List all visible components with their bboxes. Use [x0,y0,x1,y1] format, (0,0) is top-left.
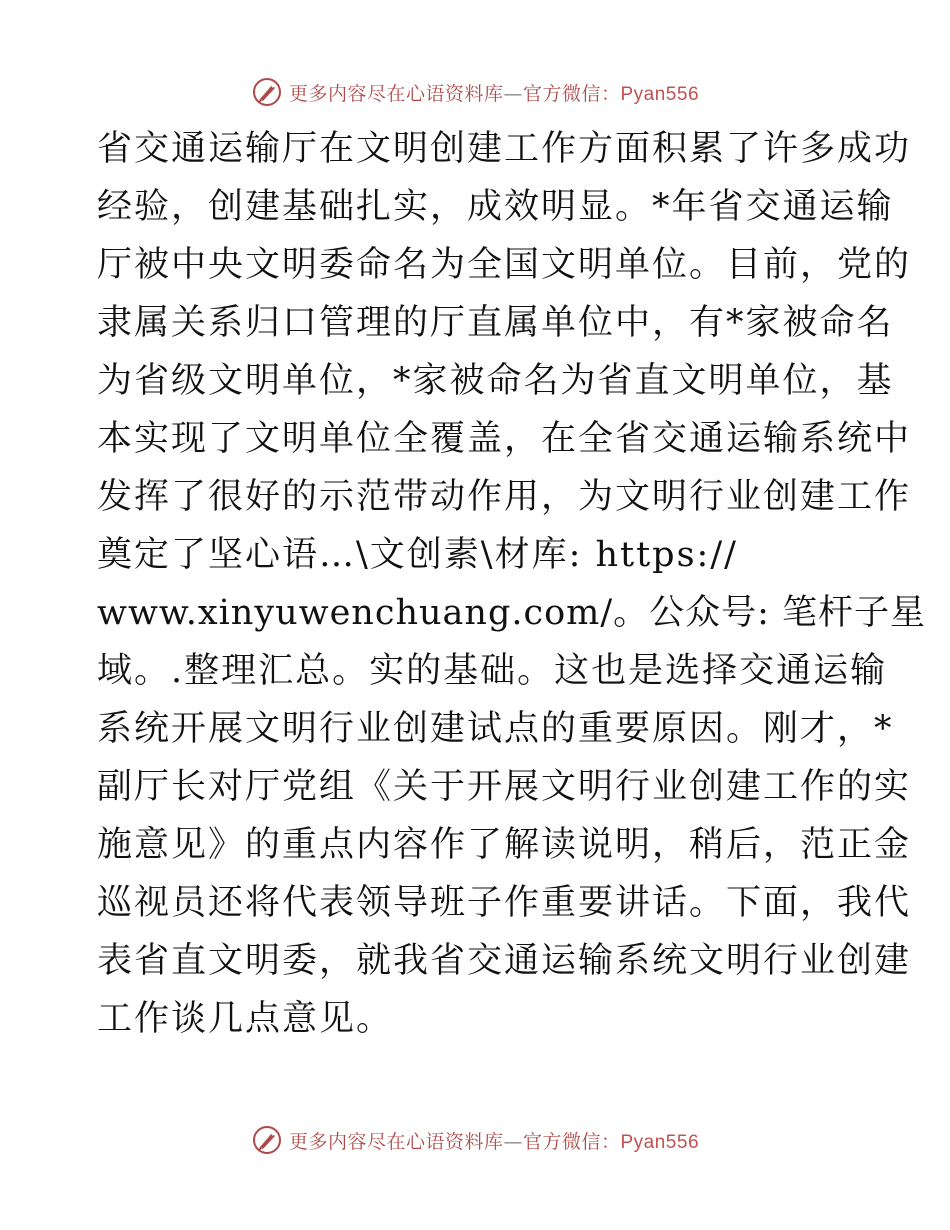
document-body [97,120,927,1048]
body-line-7: 发挥了很好的示范带动作用，为文明行业创建工作 [97,477,912,517]
body-line-1: 省交通运输厅在文明创建工作方面积累了许多成功 [97,129,912,169]
footer-banner-text [289,1127,699,1154]
footer-banner [0,1120,950,1160]
body-line-6: 本实现了文明单位全覆盖，在全省交通运输系统中 [97,419,912,459]
header-banner [0,72,950,112]
body-line-8: 奠定了坚心语…\文创素\材库: https:// [97,535,738,575]
footer-wechat-id: Pyan556 [620,1131,700,1153]
header-banner-main: 更多内容尽在心语资料库 [288,82,504,105]
body-line-16: 工作谈几点意见。 [97,999,394,1039]
header-wechat-label: 官方微信： [522,82,621,105]
body-line-3: 厅被中央文明委命名为全国文明单位。目前，党的 [97,245,912,285]
body-line-11: 系统开展文明行业创建试点的重要原因。刚才，* [97,709,894,749]
pen-logo-icon [251,76,283,108]
footer-wechat-label: 官方微信： [522,1130,621,1153]
body-line-15: 表省直文明委，就我省交通运输系统文明行业创建 [97,941,912,981]
body-line-2: 经验，创建基础扎实，成效明显。*年省交通运输 [97,187,894,227]
body-line-9: www.xinyuwenchuang.com/。公众号: 笔杆子星 [97,593,927,633]
body-line-12: 副厅长对厅党组《关于开展文明行业创建工作的实 [97,767,912,807]
body-line-4: 隶属关系归口管理的厅直属单位中，有*家被命名 [97,303,894,343]
header-banner-separator: — [503,82,523,105]
body-line-13: 施意见》的重点内容作了解读说明，稍后，范正金 [97,825,912,865]
body-line-10: 域。.整理汇总。实的基础。这也是选择交通运输 [97,651,888,691]
footer-banner-separator: — [503,1130,523,1153]
body-line-5: 为省级文明单位，*家被命名为省直文明单位，基 [97,361,894,401]
footer-banner-main: 更多内容尽在心语资料库 [288,1130,504,1153]
header-wechat-id: Pyan556 [620,83,700,105]
header-banner-text [289,79,699,106]
body-line-14: 巡视员还将代表领导班子作重要讲话。下面，我代 [97,883,912,923]
pen-logo-icon [251,1124,283,1156]
